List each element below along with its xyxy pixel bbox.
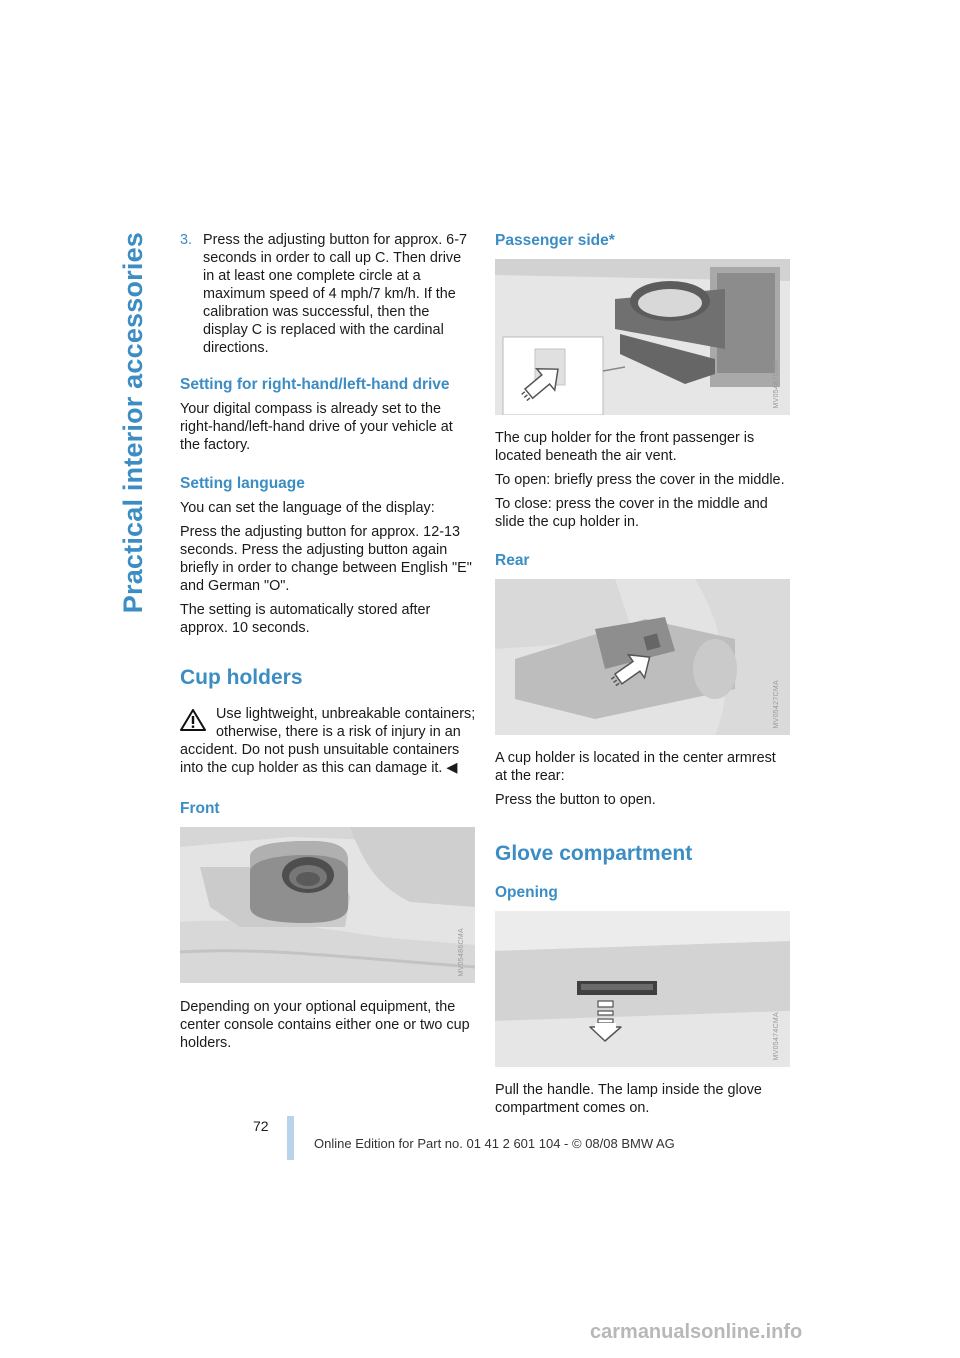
glove-compartment-drawing [495, 911, 790, 1067]
footer-accent-bar [287, 1116, 294, 1160]
passenger-text-1: The cup holder for the front passenger is located beneath the air vent. [495, 430, 755, 464]
end-marker: ◀ [446, 760, 458, 776]
figure-code: MV05427CMA [773, 680, 780, 729]
passenger-text-2: To open: briefly press the cover in the middle. [495, 472, 785, 488]
rear-text-1: A cup holder is located in the center armrest at the rear: [495, 750, 776, 784]
heading-drive-setting: Setting for right-hand/left-hand drive [180, 376, 450, 393]
heading-glove-compartment: Glove compartment [495, 842, 693, 865]
rear-text-2: Press the button to open. [495, 792, 656, 808]
warning-note [180, 705, 476, 777]
language-text-3: The setting is automatically stored after approx. 10 seconds. [180, 602, 431, 636]
heading-opening: Opening [495, 884, 558, 901]
step-number: 3. [180, 232, 193, 248]
step-3 [180, 231, 476, 357]
language-text-2: Press the adjusting button for approx. 12-13 seconds. Press the adjusting button again briefly in order to change between English "E" and German "O". [180, 524, 472, 594]
right-column [495, 231, 791, 1123]
passenger-cup-holder-drawing [495, 259, 790, 415]
edition-note: Online Edition for Part no. 01 41 2 601 104 - © 08/08 BMW AG [314, 1136, 675, 1151]
drive-setting-text: Your digital compass is already set to the right-hand/left-hand drive of your vehicle at the factory. [180, 401, 453, 453]
heading-passenger-side: Passenger side* [495, 232, 615, 249]
warning-line-rest: accident. Do not push unsuitable containers into the cup holder as this can damage it. [180, 742, 460, 776]
figure-code: MV05486CMA [458, 928, 465, 977]
page-number: 72 [253, 1118, 269, 1134]
heading-rear: Rear [495, 552, 530, 569]
front-cup-holder-illustration [180, 827, 475, 983]
passenger-cup-holder-illustration [495, 259, 790, 415]
language-text-1: You can set the language of the display: [180, 500, 435, 516]
passenger-text-3: To close: press the cover in the middle and slide the cup holder in. [495, 496, 768, 530]
front-cup-holder-drawing [180, 827, 475, 983]
step-text: Press the adjusting button for approx. 6-7 seconds in order to call up C. Then drive in at least one complete circle at a maximum speed of 4 mph/7 km/h. If the calibration was successful, then the display C is replaced with the cardinal directions. [203, 232, 467, 356]
left-column [180, 231, 476, 1058]
watermark: carmanualsonline.info [590, 1321, 803, 1343]
warning-line-2: otherwise, there is a risk of injury in an [216, 724, 461, 740]
rear-cup-holder-drawing [495, 579, 790, 735]
heading-cup-holders: Cup holders [180, 666, 303, 689]
figure-code: MV05487CMA [773, 360, 780, 409]
front-text: Depending on your optional equipment, the center console contains either one or two cup holders. [180, 999, 470, 1051]
warning-triangle-icon [180, 709, 206, 731]
heading-front: Front [180, 800, 220, 817]
side-section-title: Practical interior accessories [118, 232, 148, 614]
opening-text: Pull the handle. The lamp inside the glove compartment comes on. [495, 1082, 762, 1116]
figure-code: MV05474CMA [773, 1012, 780, 1061]
warning-line-1: Use lightweight, unbreakable containers; [216, 706, 476, 722]
rear-cup-holder-illustration [495, 579, 790, 735]
heading-setting-language: Setting language [180, 475, 305, 492]
glove-compartment-illustration [495, 911, 790, 1067]
